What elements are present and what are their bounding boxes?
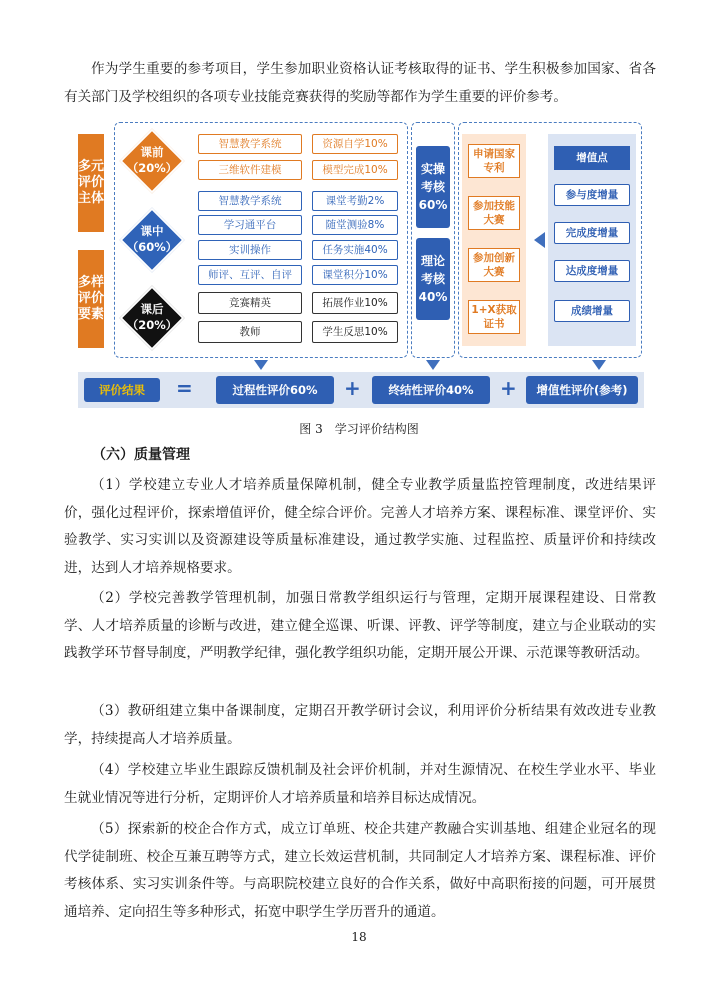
pre-class-score: 模型完成10% bbox=[312, 160, 398, 180]
result-label: 评价结果 bbox=[84, 378, 160, 402]
arrow-left-icon bbox=[534, 232, 545, 248]
activity-item: 1+X获取证书 bbox=[468, 300, 520, 334]
paragraph-1: （1）学校建立专业人才培养质量保障机制，健全专业教学质量监控管理制度，改进结果评价，强化过程评价，探索增值评价，健全综合评价。完善人才培养方案、课程标准、课堂评价、实验教学、实习实训以及资源建设等质量标准建设，通过教学实施、过程监控、质量评价和持续改进，达到人才培养规格要求。 bbox=[64, 477, 656, 577]
value-added-item: 达成度增量 bbox=[554, 260, 630, 282]
pre-class-score: 资源自学10% bbox=[312, 134, 398, 154]
intro-paragraph: 作为学生重要的参考项目，学生参加职业资格认证考核取得的证书、学生积极参加国家、省各有关部门及学校组织的各项专业技能竞赛获得的奖励等都作为学生重要的评价参考。 bbox=[64, 61, 656, 105]
paragraph-3: （3）教研组建立集中备课制度，定期召开教学研讨会议，利用评价分析结果有效改进专业教学，持续提高人才培养质量。 bbox=[64, 703, 656, 747]
in-class-label: 课中 （60%） bbox=[126, 224, 178, 254]
value-added-item: 成绩增量 bbox=[554, 300, 630, 322]
pre-class-tool: 智慧教学系统 bbox=[198, 134, 302, 154]
in-class-tool: 智慧教学系统 bbox=[198, 191, 302, 211]
post-class-source: 竞赛精英 bbox=[198, 292, 302, 314]
practical-exam-box: 实操考核 60% bbox=[416, 146, 450, 228]
section-heading: （六）质量管理 bbox=[92, 447, 190, 463]
value-added-item: 参与度增量 bbox=[554, 184, 630, 206]
learning-evaluation-diagram bbox=[78, 120, 644, 412]
page-number: 18 bbox=[351, 930, 367, 944]
paragraph-2: （2）学校完善教学管理机制，加强日常教学组织运行与管理，定期开展课程建设、日常教学、人才培养质量的诊断与改进，建立健全巡课、听课、评教、评学等制度，建立与企业联动的实践教学环节督导制度，严明教学纪律，强化教学组织功能，定期开展公开课、示范课等教研活动。 bbox=[64, 590, 656, 662]
post-class-label: 课后 （20%） bbox=[126, 302, 178, 332]
pre-class-tool: 三维软件建模 bbox=[198, 160, 302, 180]
paragraph-5: （5）探索新的校企合作方式，成立订单班、校企共建产教融合实训基地、组建企业冠名的现代学徒制班、校企互兼互聘等方式，建立长效运营机制，共同制定人才培养方案、课程标准、评价考核体系、实习实训条件等。与高职院校建立良好的合作关系，做好中高职衔接的问题，可开展贯通培养、定向招生等多种形式，拓宽中职学生学历晋升的通道。 bbox=[64, 821, 656, 921]
paragraph-4: （4）学校建立毕业生跟踪反馈机制及社会评价机制，并对生源情况、在校生学业水平、毕业生就业情况等进行分析，定期评价人才培养质量和培养目标达成情况。 bbox=[64, 762, 656, 806]
final-evaluation: 终结性评价40% bbox=[372, 376, 490, 404]
value-added-title: 增值点 bbox=[554, 146, 630, 170]
post-class-source: 教师 bbox=[198, 321, 302, 343]
pre-class-label: 课前 （20%） bbox=[126, 145, 178, 175]
arrow-down-icon bbox=[592, 360, 606, 370]
post-class-score: 学生反思10% bbox=[312, 321, 398, 343]
value-added-item: 完成度增量 bbox=[554, 222, 630, 244]
value-added-evaluation: 增值性评价(参考) bbox=[526, 376, 638, 404]
in-class-score: 随堂测验8% bbox=[312, 215, 398, 235]
in-class-tool: 师评、互评、自评 bbox=[198, 265, 302, 285]
activity-item: 参加技能大赛 bbox=[468, 196, 520, 230]
equals-sign: = bbox=[176, 376, 193, 400]
in-class-score: 课堂考勤2% bbox=[312, 191, 398, 211]
arrow-down-icon bbox=[426, 360, 440, 370]
activity-item: 参加创新大赛 bbox=[468, 248, 520, 282]
process-evaluation: 过程性评价60% bbox=[216, 376, 334, 404]
plus-sign: + bbox=[500, 376, 517, 400]
figure-caption: 图 3 学习评价结构图 bbox=[299, 422, 419, 436]
in-class-tool: 学习通平台 bbox=[198, 215, 302, 235]
multi-subject-label: 多元评价主体 bbox=[78, 134, 104, 232]
theory-exam-box: 理论考核 40% bbox=[416, 238, 450, 320]
arrow-down-icon bbox=[254, 360, 268, 370]
multi-element-label: 多样评价要素 bbox=[78, 250, 104, 348]
activity-item: 申请国家专利 bbox=[468, 144, 520, 178]
post-class-score: 拓展作业10% bbox=[312, 292, 398, 314]
plus-sign: + bbox=[344, 376, 361, 400]
in-class-score: 任务实施40% bbox=[312, 240, 398, 260]
in-class-tool: 实训操作 bbox=[198, 240, 302, 260]
in-class-score: 课堂积分10% bbox=[312, 265, 398, 285]
